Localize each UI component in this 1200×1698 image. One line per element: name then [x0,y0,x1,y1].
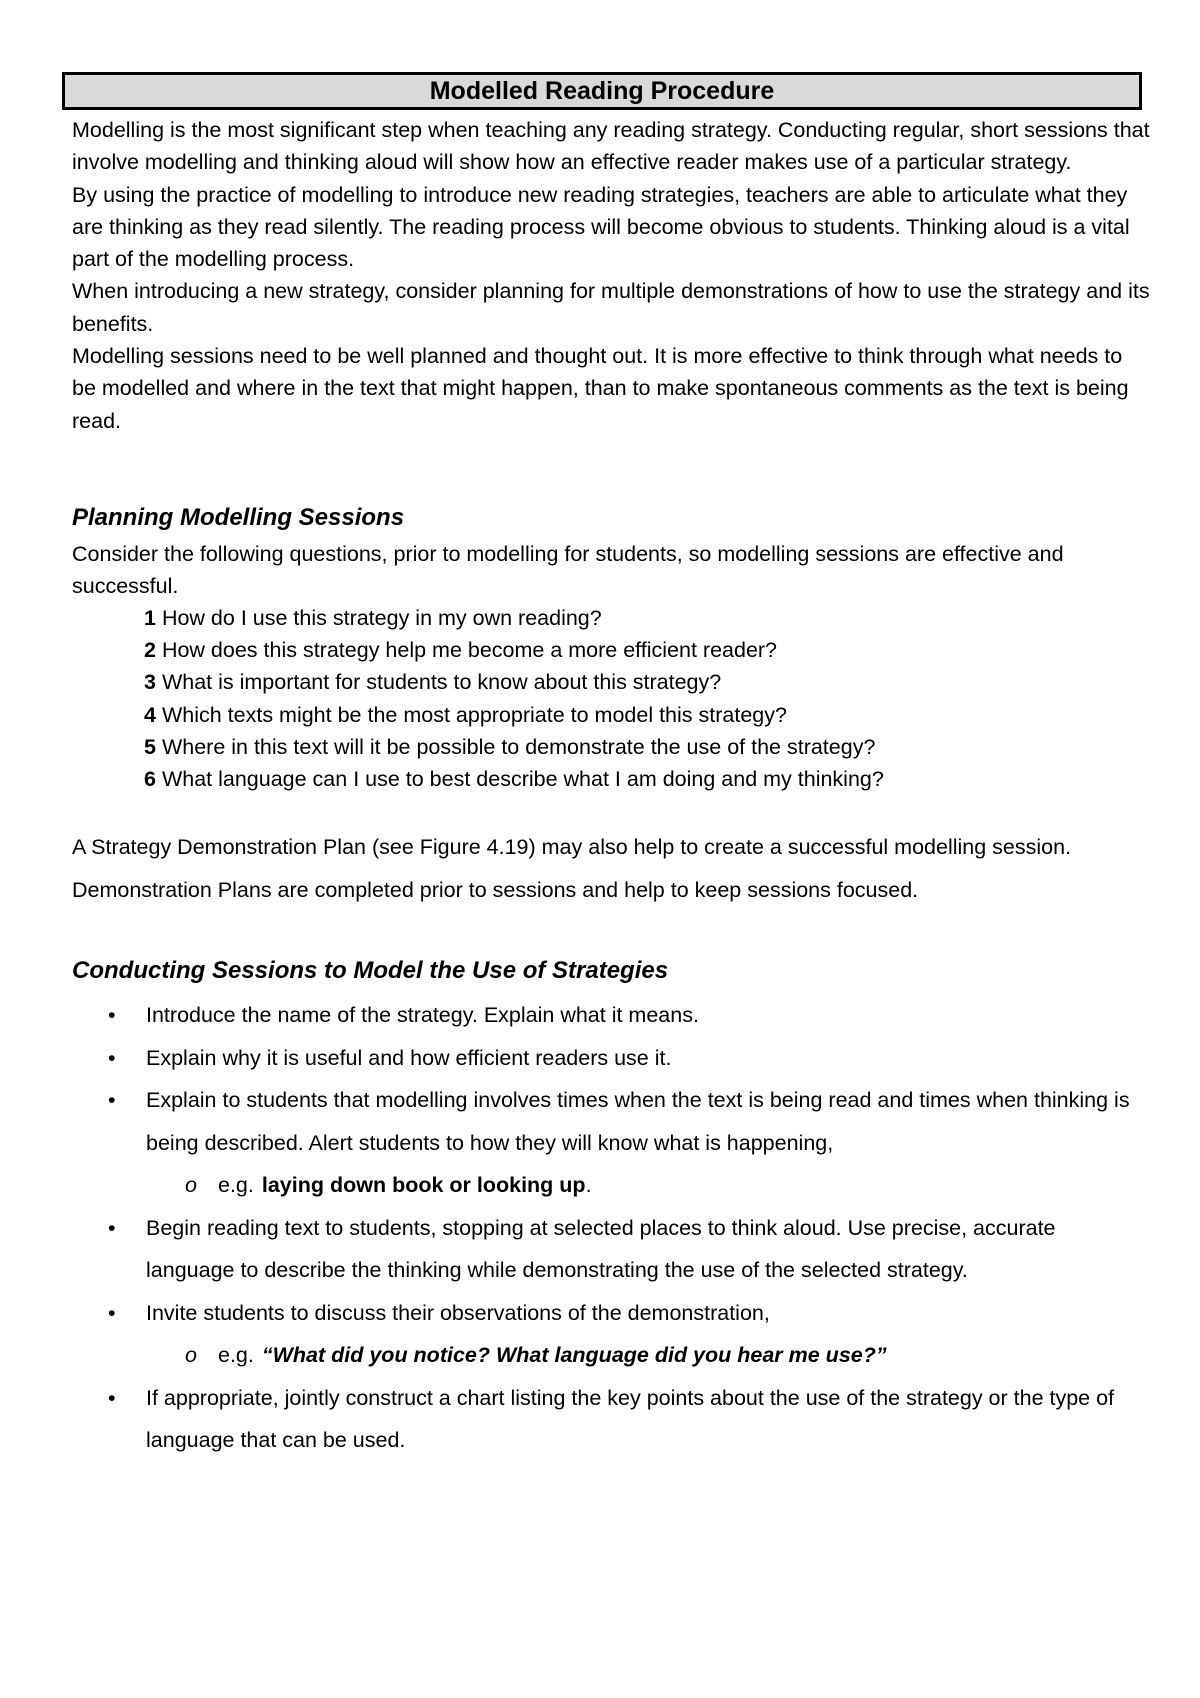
page-title: Modelled Reading Procedure [62,72,1142,110]
question-item [144,666,884,698]
bullet-text: Introduce the name of the strategy. Explain what it means. [146,1003,699,1027]
bullet-item [0,1292,1136,1335]
bullet-marker: • [108,1215,116,1240]
conducting-bullet-list [0,994,1200,1462]
example-emphasis: laying down book or looking up [261,1173,586,1197]
sub-bullet-marker: o [185,1343,197,1367]
sub-bullet-marker: o [185,1173,197,1197]
example-prefix: e.g. [218,1343,254,1367]
bullet-marker: • [108,1045,116,1070]
bullet-text: Explain why it is useful and how efficient readers use it. [146,1045,672,1070]
question-text: Which texts might be the most appropriate to model this strategy? [161,702,787,727]
question-text: What is important for students to know about this strategy? [161,670,722,695]
bullet-text: If appropriate, jointly construct a chart listing the key points about the use of the strategy or the type of language that can be used. [146,1385,1115,1452]
bullet-text: Invite students to discuss their observations of the demonstration, [146,1300,770,1325]
bullet-item [0,1377,1136,1462]
question-number: 1 [144,606,156,630]
intro-section [72,114,1152,437]
question-text: How do I use this strategy in my own reading? [161,606,602,630]
question-text: Where in this text will it be possible to demonstrate the use of the strategy? [161,734,876,759]
demonstration-plan-note: A Strategy Demonstration Plan (see Figure 4.19) may also help to create a successful modelling session. Demonstration Plans are completed prior to sessions and help to keep sessions focused. [72,835,1072,902]
intro-paragraph: By using the practice of modelling to introduce new reading strategies, teachers are able to articulate what they are thinking as they read silently. The reading process will become obvious to students. Thinking aloud is a vital part of the modelling process. [72,182,1130,272]
bullet-marker: • [108,1088,116,1112]
question-number: 2 [144,638,156,663]
planning-intro: Consider the following questions, prior to modelling for students, so modelling sessions are effective and successful. [72,542,1064,598]
question-item [144,763,884,795]
conducting-heading: Conducting Sessions to Model the Use of Strategies [72,957,669,984]
bullet-item [0,1207,1136,1292]
question-number: 5 [144,734,156,759]
question-list [144,602,884,795]
question-number: 6 [144,767,156,792]
question-number: 3 [144,670,156,695]
example-emphasis: “What did you notice? What language did you hear me use?” [261,1343,887,1367]
bullet-item [0,1037,1136,1080]
question-item [144,634,884,666]
question-number: 4 [144,702,156,727]
bullet-text: Explain to students that modelling involves times when the text is being read and times when thinking is being described. Alert students to how they will know what is happening, [146,1088,1130,1155]
intro-paragraph: When introducing a new strategy, consider planning for multiple demonstrations of how to use the strategy and its benefits. [72,279,1150,336]
bullet-item [0,1079,1136,1164]
question-text: What language can I use to best describe what I am doing and my thinking? [161,767,884,792]
example-prefix: e.g. [218,1173,254,1197]
sub-bullet-item [0,1334,1200,1377]
bullet-marker: • [108,1385,116,1410]
question-item [144,602,884,634]
bullet-marker: • [108,1003,116,1027]
question-text: How does this strategy help me become a more efficient reader? [161,638,778,663]
bullet-marker: • [108,1300,116,1325]
bullet-text: Begin reading text to students, stopping at selected places to think aloud. Use precise, accurate language to describe the thinking while demonstrating the use of the selected strategy. [146,1215,1056,1282]
bullet-item [0,994,1136,1037]
planning-heading: Planning Modelling Sessions [72,504,405,531]
intro-paragraph: Modelling sessions need to be well planned and thought out. It is more effective to think through what needs to be modelled and where in the text that might happen, than to make spontaneous comments as the text is being read. [72,344,1129,433]
question-item [144,731,884,763]
intro-paragraph: Modelling is the most significant step when teaching any reading strategy. Conducting regular, short sessions that involve modelling and thinking aloud will show how an effective reader makes use of a particular strategy. [72,118,1150,175]
example-suffix: . [585,1173,592,1197]
question-item [144,699,884,731]
sub-bullet-item [0,1164,1200,1207]
